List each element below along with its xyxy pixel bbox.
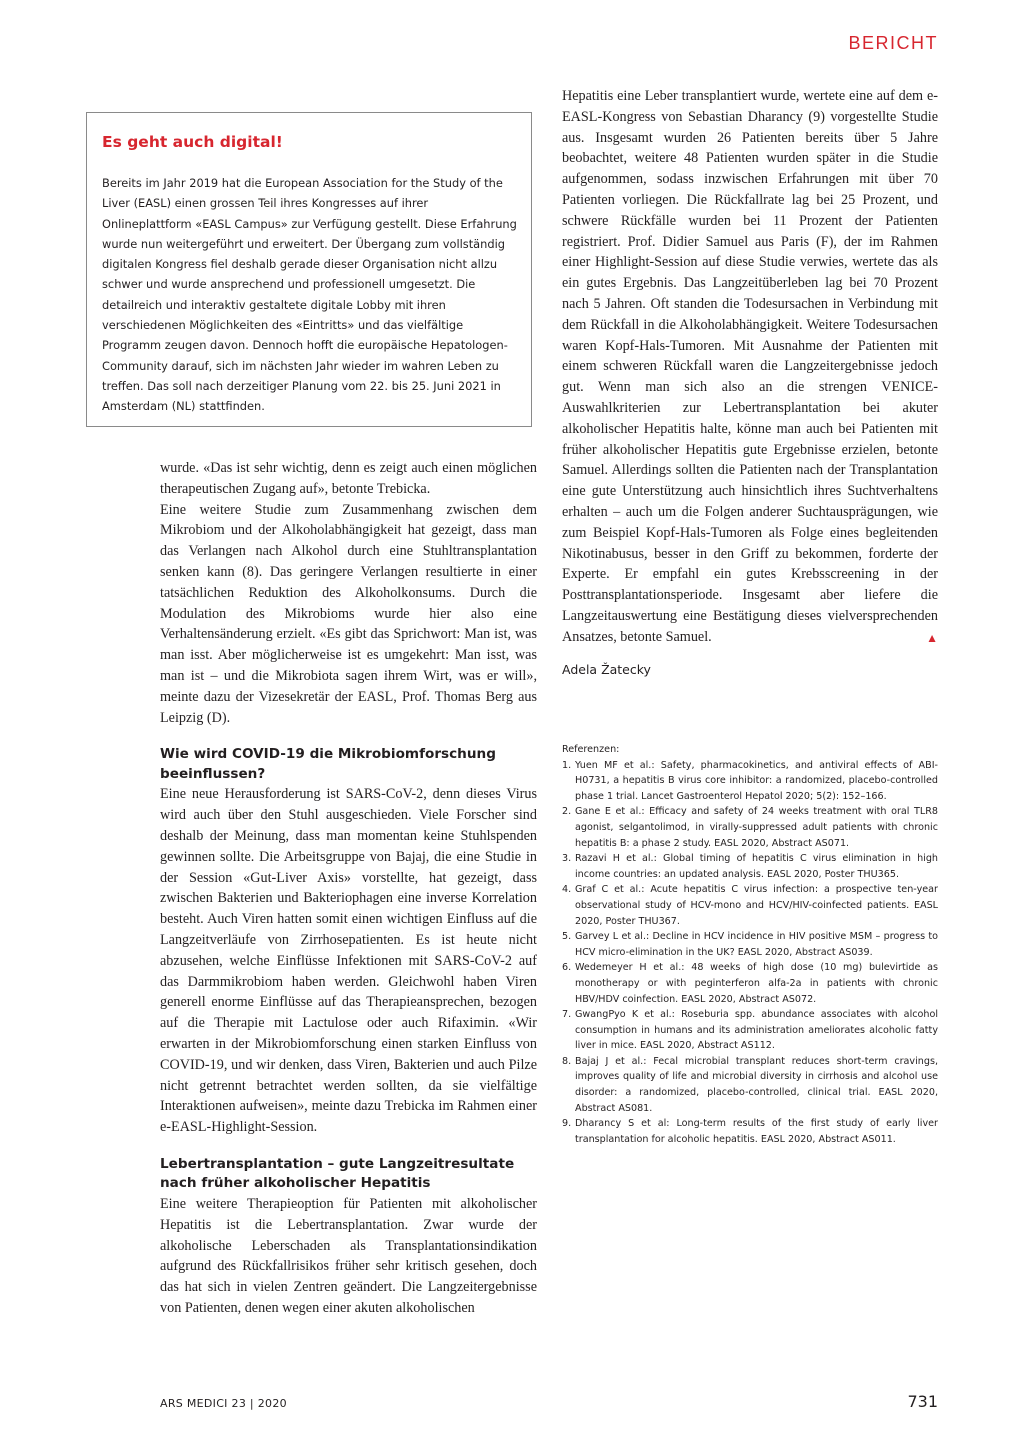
paragraph: Eine neue Herausforderung ist SARS-CoV-2, denn dieses Virus wird auch über den Stuhl ausgeschieden. Viele Forscher sind deshalb der Meinung, dass man momentan keine Stuhlspenden gewinnen sollte. Die Arbeitsgruppe von Bajaj, die eine Studie in der Session «Gut-Liver Axis» vorstellte, hat gezeigt, dass zwischen Bakterien und Bakteriophagen eine inverse Korrelation besteht. Auch Viren hatten somit einen wichtigen Einfluss auf die Langzeitverläufe von Zirrhosepatienten. Es ist heute nicht abzusehen, welche Einflüsse Infektionen mit SARS-CoV-2 auf das Darmmikrobiom haben werden. Gleichwohl haben Viren generell enorme Einflüsse auf das Therapieansprechen, bezogen auf die Therapie mit Lactulose oder auch Rifaximin. «Wir erwarten in der Mikrobiomforschung einen starken Einfluss von COVID-19, und wir denken, dass Viren, Bakterien und auch Pilze nicht getrennt betrachtet werden sollten, da sie vielfältige Interaktionen aufweisen», meinte dazu Trebicka im Rahmen einer e-EASL-Highlight-Session. [160, 786, 537, 1136]
reference-number: 7. [562, 1009, 572, 1021]
paragraph-text: Hepatitis eine Leber transplantiert wurde, wertete eine auf dem e-EASL-Kongress von Sebastian Dharancy (9) vorgestellte Studie aus. Insgesamt wurden 26 Patienten bereits über 5 Jahre beobachtet, weitere 48 Patienten wurden später in die Studie aufgenommen, sodass inzwischen Erfahrungen mit über 70 Patienten vorliegen. Die Rückfallrate lag bei 25 Prozent, und schwere Rückfälle wurden bei 11 Prozent der Patienten registriert. Prof. Didier Samuel aus Paris (F), der im Rahmen einer Highlight-Session auf diese Studie verwies, wertete das als ein gutes Ergebnis. Das Langzeitüberleben lag bei 70 Prozent nach 5 Jahren. Oft standen die Todesursachen in Verbindung mit dem Rückfall in die Alkoholabhängigkeit. Weitere Todesursachen waren Kopf-Hals-Tumoren. Mit Ausnahme der Patienten mit einem schweren Rückfall waren die Langzeitergebnisse jedoch gut. Wenn man sich also an die strengen VENICE-Auswahlkriterien zur Lebertransplantation bei akuter alkoholischer Hepatitis halte, könne man auch bei Patienten mit früher alkoholischer Hepatitis gute Ergebnisse erzielen, betonte Samuel. Allerdings sollten die Patienten nach der Transplantation eine gute Unterstützung auch hinsichtlich ihres Suchtverhaltens erhalten – auch um die Folgen anderer Suchtausprägungen, wie zum Beispiel Kopf-Hals-Tumoren als Folge eines begleitenden Nikotinabusus, besser in den Griff zu bekommen, forderte der Experte. Er empfahl ein gutes Krebsscreening in der Posttransplantationsperiode. Insgesamt aber liefere die Langzeitauswertung eine Bestätigung dieses vielversprechenden Ansatzes, betonte Samuel. [562, 88, 938, 645]
reference-number: 8. [562, 1055, 572, 1067]
reference-number: 4. [562, 884, 572, 896]
reference-number: 3. [562, 853, 572, 865]
reference-text: Graf C et al.: Acute hepatitis C virus infection: a prospective ten-year observational study of HCV-mono and HCV/HIV-coinfected patients. EASL 2020, Poster THU367. [575, 884, 938, 927]
reference-text: Yuen MF et al.: Safety, pharmacokinetics, and antiviral effects of ABI-H0731, a hepatitis B virus core inhibitor: a randomized, placebo-controlled phase 1 trial. Lancet Gastroenterol Hepatol 2020; 5(2): 152–166. [575, 759, 938, 802]
reference-text: Dharancy S et al: Long-term results of the first study of early liver transplantation for alcoholic hepatitis. EASL 2020, Abstract AS011. [575, 1118, 938, 1145]
reference-text: GwangPyo K et al.: Roseburia spp. abundance associates with alcohol consumption in humans and its administration ameliorates alcoholic fatty liver in mice. EASL 2020, Abstract AS112. [575, 1009, 938, 1052]
reference-item [562, 1054, 938, 1116]
paragraph: Eine weitere Therapieoption für Patienten mit alkoholischer Hepatitis ist die Lebertransplantation. Zwar wurde der alkoholische Leberschaden als Transplantationsindikation aufgrund des Rückfallrisikos früher sehr kritisch gesehen, doch das hat sich in vielen Zentren geändert. Die Langzeitergebnisse von Patienten, denen wegen einer akuten alkoholischen [160, 1195, 537, 1316]
section-heading: Wie wird COVID-19 die Mikrobiomforschung beeinflussen? [160, 746, 496, 782]
author-name: Adela Žatecky [562, 661, 651, 677]
paragraph: wurde. «Das ist sehr wichtig, denn es zeigt auch einen möglichen therapeutischen Zugang auf», betonte Trebicka. [160, 460, 537, 497]
info-box [86, 112, 532, 427]
paragraph [562, 86, 938, 648]
paragraph: Eine weitere Studie zum Zusammenhang zwischen dem Mikrobiom und der Alkoholabhängigkeit hat gezeigt, dass man das Verlangen nach Alkohol durch eine Stuhltransplantation senken kann (8). Das geringere Verlangen resultierte in einer tatsächlichen Reduktion des Alkoholkonsums. Durch die Modulation des Mikrobioms wurde hier also eine Verhaltensänderung erzielt. «Es gibt das Sprichwort: Man ist, was man isst. Aber möglicherweise ist es umgekehrt: Man isst, was man ist – und die Mikrobiota sagen ihrem Wirt, was er will», meinte dazu der Vizesekretär der EASL, Prof. Thomas Berg aus Leipzig (D). [160, 501, 537, 726]
reference-item [562, 929, 938, 960]
reference-number: 1. [562, 759, 572, 771]
end-triangle-icon: ▲ [926, 630, 938, 645]
references-list [562, 758, 938, 1148]
reference-item [562, 960, 938, 1007]
reference-item [562, 851, 938, 882]
reference-text: Garvey L et al.: Decline in HCV incidence in HIV positive MSM – progress to HCV micro-elimination in the UK? EASL 2020, Abstract AS039. [575, 931, 938, 958]
reference-item [562, 804, 938, 851]
left-column [160, 458, 537, 1319]
reference-item [562, 1007, 938, 1054]
reference-text: Bajaj J et al.: Fecal microbial transplant reduces short-term cravings, improves quality of life and microbial diversity in cirrhosis and alcohol use disorder: a randomized, placebo-controlled, clinical trial. EASL 2020, Abstract AS081. [575, 1055, 938, 1114]
reference-number: 2. [562, 806, 572, 818]
reference-number: 6. [562, 962, 572, 974]
reference-number: 9. [562, 1118, 572, 1130]
reference-item [562, 1116, 938, 1147]
info-box-title: Es geht auch digital! [102, 133, 283, 151]
reference-item [562, 882, 938, 929]
section-heading: Lebertransplantation – gute Langzeitresultate nach früher alkoholischer Hepatitis [160, 1155, 515, 1192]
references [562, 742, 938, 1147]
right-column [562, 86, 938, 680]
reference-text: Razavi H et al.: Global timing of hepatitis C virus elimination in high income countries: an updated analysis. EASL 2020, Poster THU365. [575, 853, 938, 880]
section-label: BERICHT [848, 33, 938, 53]
reference-text: Wedemeyer H et al.: 48 weeks of high dose (10 mg) bulevirtide as monotherapy or with peginterferon alfa-2a in patients with chronic HBV/HDV coinfection. EASL 2020, Abstract AS072. [575, 962, 938, 1005]
references-title: Referenzen: [562, 744, 620, 755]
journal-footer: ARS MEDICI 23 | 2020 [160, 1397, 287, 1410]
reference-item [562, 758, 938, 805]
reference-number: 5. [562, 931, 572, 943]
info-box-text: Bereits im Jahr 2019 hat die European Association for the Study of the Liver (EASL) einen grossen Teil ihres Kongresses auf ihrer Onlineplattform «EASL Campus» zur Verfügung gestellt. Diese Erfahrung wurde nun weitergeführt und erweitert. Der Übergang zum vollständig digitalen Kongress fiel deshalb gerade dieser Organisation nicht allzu schwer und wurde ansprechend und professionell umgesetzt. Die detailreich und interaktiv gestaltete digitale Lobby mit ihren verschiedenen Möglichkeiten des «Eintritts» und das vielfältige Programm zeugen davon. Dennoch hofft die europäische Hepatologen-Community darauf, sich im nächsten Jahr wieder im wahren Leben zu treffen. Das soll nach derzeitiger Planung vom 22. bis 25. Juni 2021 in Amsterdam (NL) stattfinden. [102, 176, 517, 414]
reference-text: Gane E et al.: Efficacy and safety of 24 weeks treatment with oral TLR8 agonist, selgantolimod, in virally-suppressed adult patients with chronic hepatitis B: a phase 2 study. EASL 2020, Abstract AS071. [575, 806, 938, 849]
page-number: 731 [907, 1392, 938, 1411]
